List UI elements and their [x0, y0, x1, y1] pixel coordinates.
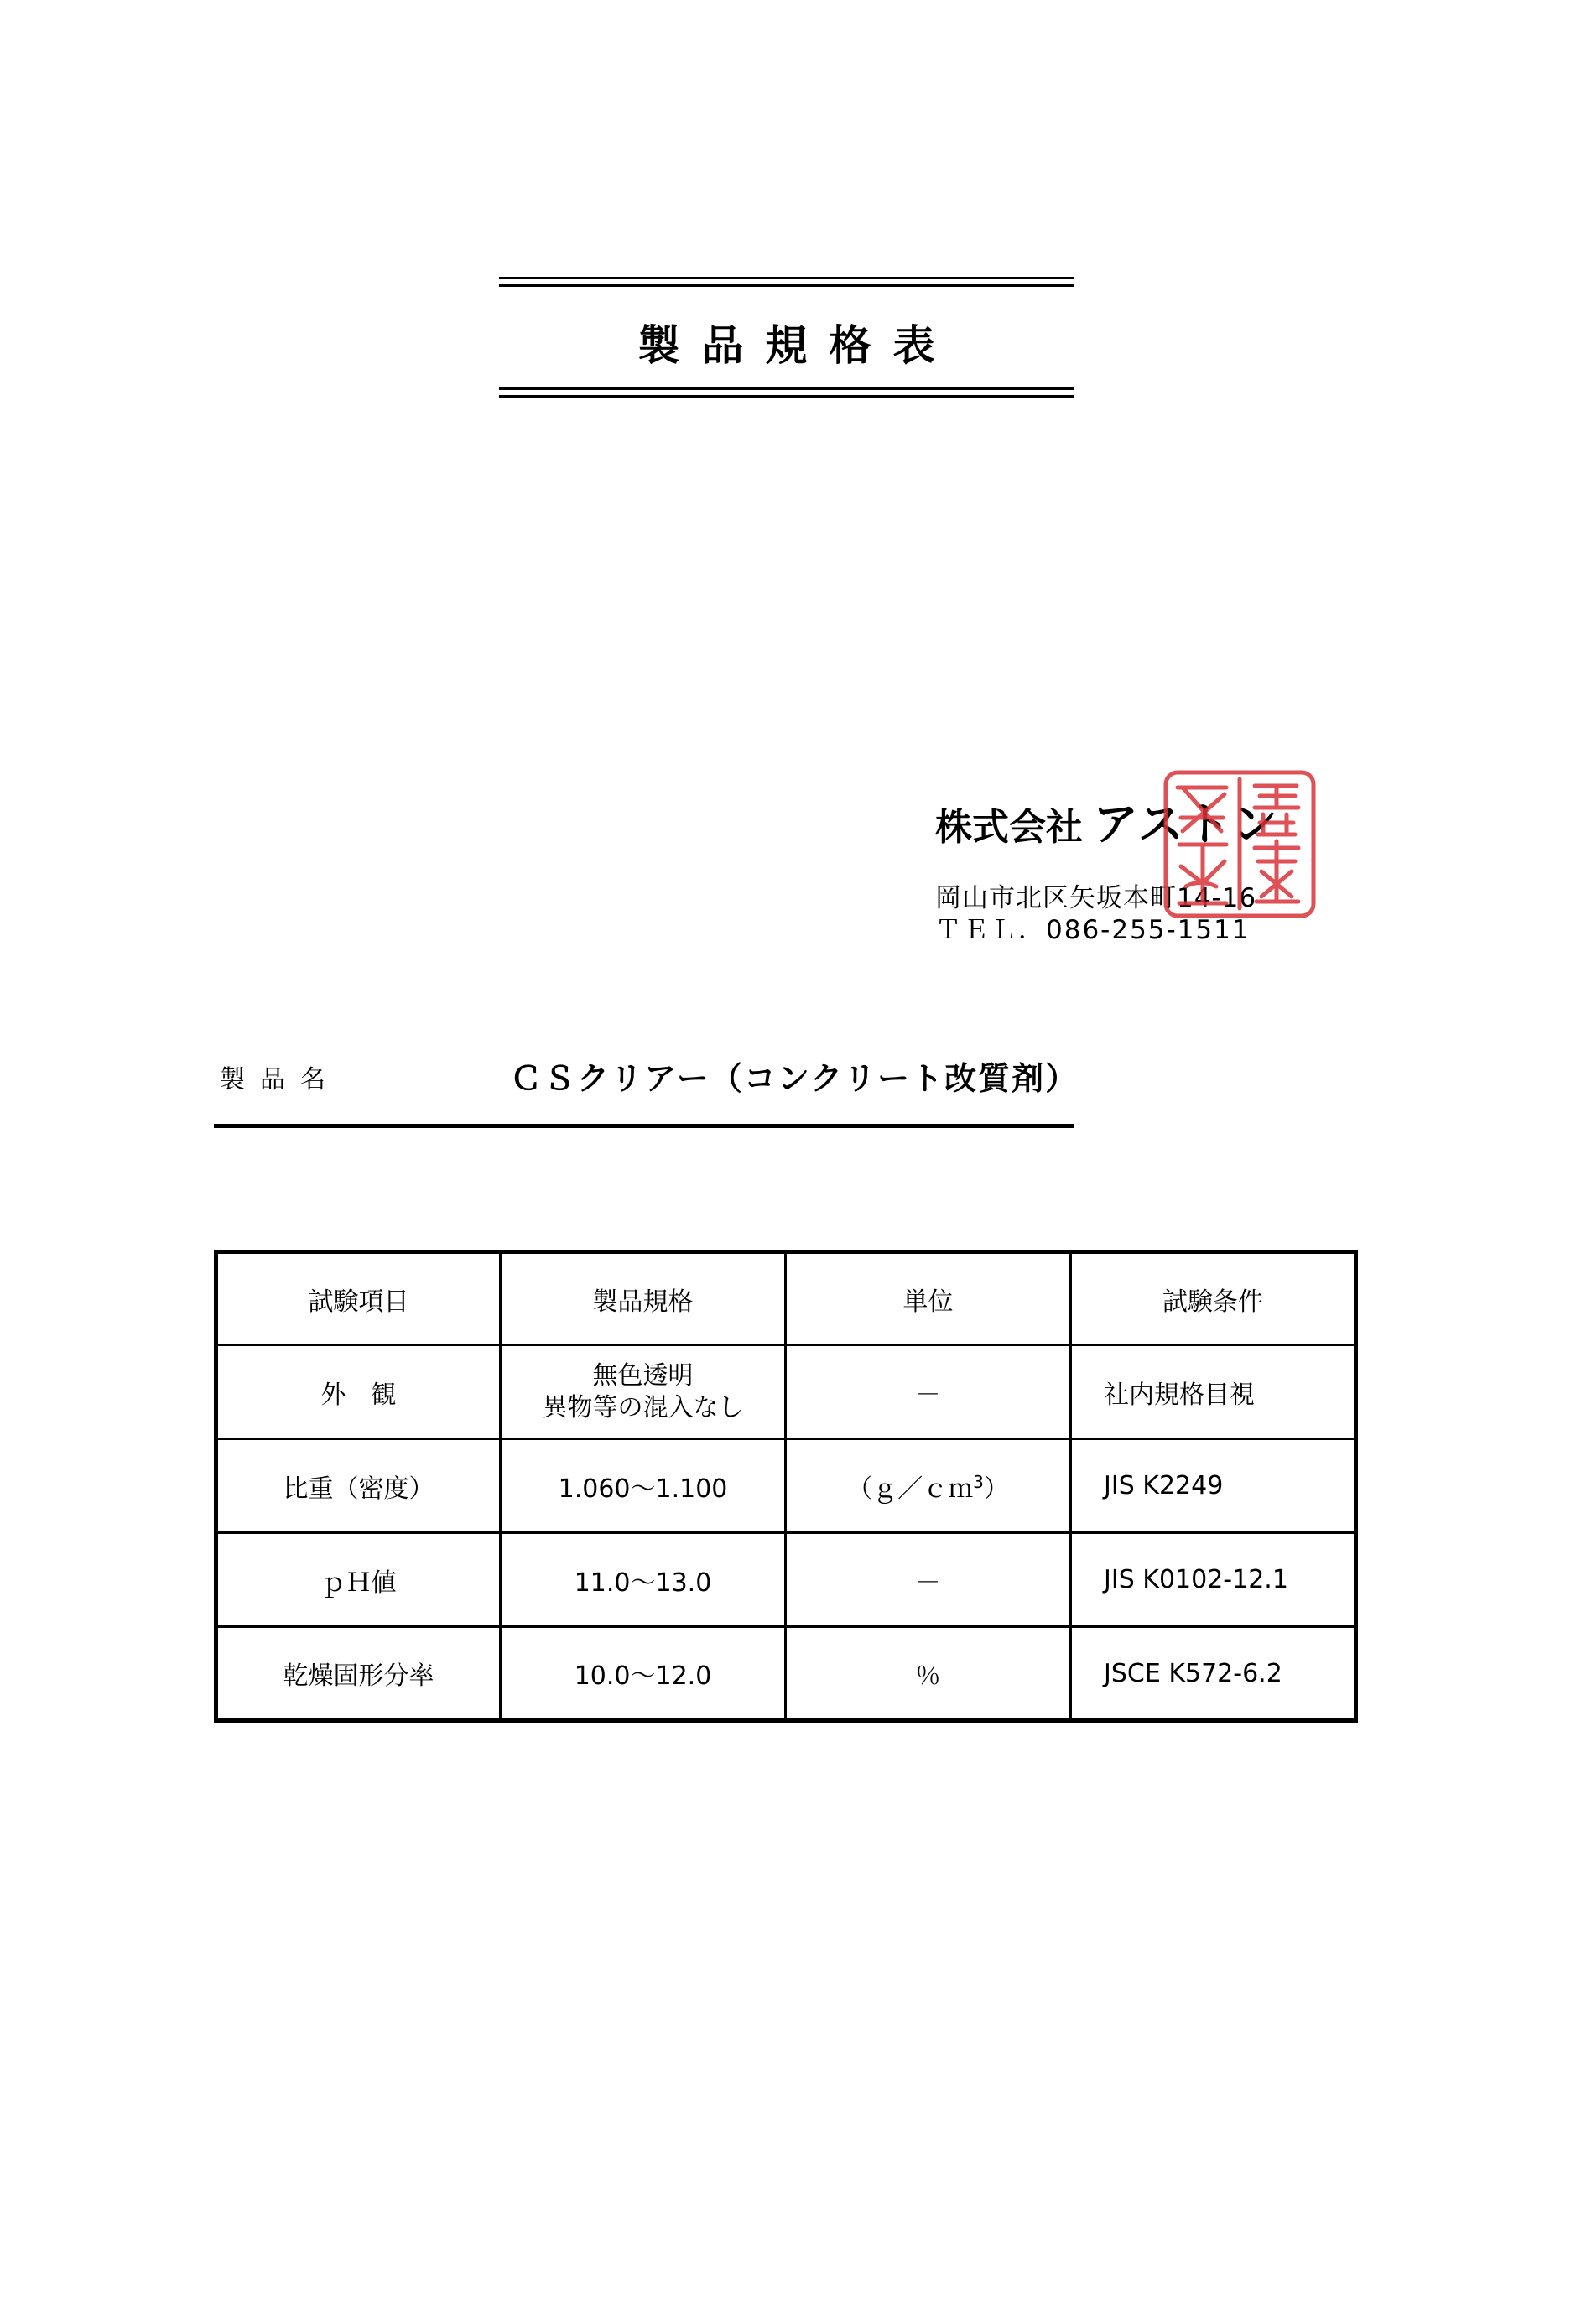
cell-spec: 10.0～12.0 — [501, 1627, 786, 1721]
cell-condition: 社内規格目視 — [1071, 1345, 1356, 1439]
cell-item: 比重（密度） — [216, 1439, 501, 1533]
table-header-row — [216, 1252, 1356, 1345]
cell-condition: JSCE K572-6.2 — [1071, 1627, 1356, 1721]
table-row — [216, 1533, 1356, 1627]
cell-unit-close: ） — [983, 1474, 1009, 1504]
table-row — [216, 1439, 1356, 1533]
header-test-item: 試験項目 — [216, 1252, 501, 1345]
cell-item: ｐＨ値 — [216, 1533, 501, 1627]
company-name-prefix: 株式会社 — [935, 806, 1083, 849]
company-tel: ＴＥＬ．086-255-1511 — [935, 915, 1251, 945]
table-row — [216, 1345, 1356, 1439]
document-title: 製品規格表 — [637, 321, 957, 370]
header-product-spec: 製品規格 — [501, 1252, 786, 1345]
cell-spec: 11.0～13.0 — [501, 1533, 786, 1627]
title-bottom-rule — [499, 395, 1074, 398]
cell-spec — [501, 1345, 786, 1439]
cell-item: 外 観 — [216, 1345, 501, 1439]
table-row — [216, 1627, 1356, 1721]
company-address: 岡山市北区矢坂本町14-16 — [935, 883, 1257, 913]
cell-condition: JIS K0102-12.1 — [1071, 1533, 1356, 1627]
document-title-block — [499, 277, 1074, 398]
product-name-value: ＣＳクリアー（コンクリート改質剤） — [510, 1060, 1079, 1097]
header-test-condition: 試験条件 — [1071, 1252, 1356, 1345]
title-bottom-rule-inner — [499, 387, 1074, 390]
cell-condition: JIS K2249 — [1071, 1439, 1356, 1533]
cell-spec: 1.060～1.100 — [501, 1439, 786, 1533]
cell-unit: ％ — [786, 1627, 1071, 1721]
cell-unit — [786, 1439, 1071, 1533]
cell-unit: － — [786, 1345, 1071, 1439]
cell-item: 乾燥固形分率 — [216, 1627, 501, 1721]
cell-unit: － — [786, 1533, 1071, 1627]
cell-unit-superscript: 3 — [973, 1471, 984, 1492]
company-name-brand: アストン — [1093, 798, 1279, 850]
product-underline — [214, 1124, 1074, 1128]
cell-unit-base: （ｇ／ｃｍ — [847, 1474, 974, 1504]
company-seal-stamp — [1161, 767, 1318, 921]
cell-spec-line1: 無色透明 — [592, 1360, 694, 1391]
spec-table — [214, 1250, 1358, 1723]
title-top-rule-inner — [499, 284, 1074, 287]
header-unit: 単位 — [786, 1252, 1071, 1345]
cell-spec-line2: 異物等の混入なし — [542, 1392, 744, 1422]
product-name-label: 製品名 — [220, 1065, 341, 1094]
title-top-rule — [499, 277, 1074, 279]
